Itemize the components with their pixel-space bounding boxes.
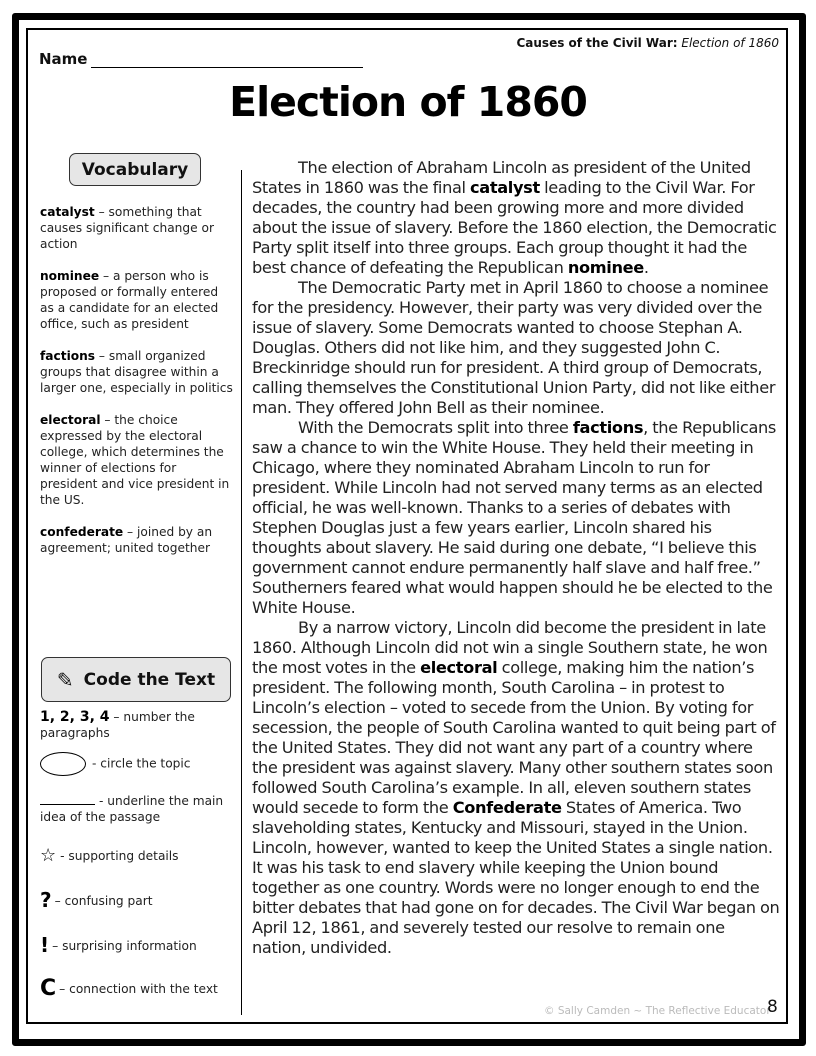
paragraph-text: , the Republicans saw a chance to win the White House. They held their meeting in Chicago, where they nominated Abraham Lincoln to run for president. While Lincoln had not served many terms as an elected official, he was well-known. Thanks to a series of debates with Stephen Douglas just a few years earlier, Lincoln shared his thoughts about slavery. He said during one debate, “I believe this government cannot endure permanently half slave and half free.” Southerners feared what would happen should he be elected to the White House. (252, 418, 777, 617)
oval-icon (40, 752, 86, 776)
vocab-term: confederate (40, 525, 124, 539)
code-item-surprising-information (40, 933, 240, 957)
reading-passage (252, 158, 780, 958)
paragraph-4 (252, 618, 780, 958)
vocab-definition: – a person who is proposed or formally entered as a candidate for an elected office, such as president (40, 269, 219, 331)
vocab-term: catalyst (40, 205, 95, 219)
lesson-name: Election of 1860 (681, 36, 779, 50)
underline-icon (40, 794, 95, 805)
code-item-text: - circle the topic (92, 756, 191, 771)
vocab-term: factions (40, 349, 96, 363)
page-title: Election of 1860 (229, 78, 587, 126)
code-item-number-paragraphs (40, 709, 240, 741)
star-icon: ☆ (40, 845, 57, 866)
exclamation-icon: ! (40, 933, 50, 957)
series-title (516, 36, 779, 50)
name-label: Name (39, 50, 88, 68)
vocab-item-electoral (40, 412, 235, 508)
vocabulary-list (40, 204, 235, 572)
paragraph-text: By a narrow victory, Lincoln did become the president in late 1860. Although Lincoln did not win a single Southern state, he won the most votes in the (252, 618, 768, 677)
paragraph-text: . (643, 258, 649, 277)
vocab-highlight-confederate: Confederate (452, 798, 562, 817)
code-the-text-heading: Code the Text (83, 669, 216, 690)
vocab-item-factions (40, 348, 235, 396)
paragraph-text: States of America. Two slaveholding states, Kentucky and Missouri, stayed in the Union. Lincoln, however, wanted to keep the United States a single nation. It was his task to end slavery while keeping the Union bound together as one country. Words were no longer enough to end the bitter debates that had gone on for decades. The Civil War began on April 12, 1861, and severely tested our resolve to remain one nation, undivided. (252, 798, 780, 957)
code-item-supporting-details (40, 845, 240, 866)
letter-c-icon: C (40, 976, 57, 1001)
paragraph-2: The Democratic Party met in April 1860 to choose a nominee for the presidency. However, their party was very divided over the issue of slavery. Some Democrats wanted to choose Stephan A. Douglas. Others did not like him, and they suggested John C. Breckinridge should run for president. A third group of Democrats, calling themselves the Constitutional Union Party, did not like either man. They offered John Bell as their nominee. (252, 278, 776, 417)
vocab-highlight-factions: factions (572, 418, 644, 437)
code-the-text-heading-box (41, 657, 231, 702)
vocab-definition: – joined by an agreement; united together (40, 525, 213, 555)
code-item-text: - underline the main idea of the passage (40, 794, 224, 824)
name-write-line[interactable] (91, 67, 363, 68)
vocab-definition: – something that causes significant change or action (40, 205, 214, 251)
paragraph-1 (252, 158, 780, 278)
paragraph-text: With the Democrats split into three (298, 418, 573, 437)
series-name: Causes of the Civil War: (516, 36, 678, 50)
question-mark-icon: ? (40, 888, 52, 912)
vocab-term: nominee (40, 269, 100, 283)
vocab-item-confederate (40, 524, 235, 556)
vocab-highlight-nominee: nominee (567, 258, 644, 277)
page-number: 8 (767, 997, 778, 1017)
vocab-term: electoral (40, 413, 101, 427)
paragraph-text: leading to the Civil War. For decades, the country had been growing more and more divided about the issue of slavery. Before the 1860 election, the Democratic Party split itself into three groups. Each group thought it had the best chance of defeating the Republican (252, 178, 777, 277)
paragraph-text: The election of Abraham Lincoln as president of the United States in 1860 was the final (252, 158, 751, 197)
code-item-text: – surprising information (52, 939, 197, 953)
vocabulary-heading: Vocabulary (81, 159, 189, 180)
vocab-definition: – the choice expressed by the electoral college, which determines the winner of elections for president and vice president in the US. (40, 413, 230, 507)
vocab-definition: – small organized groups that disagree within a larger one, especially in politics (40, 349, 233, 395)
code-item-circle-topic (40, 752, 240, 776)
paragraph-3 (252, 418, 780, 618)
vocabulary-heading-box (69, 153, 201, 186)
code-item-connection (40, 976, 240, 1001)
vocab-highlight-electoral: electoral (420, 658, 498, 677)
code-item-confusing-part (40, 888, 240, 912)
pencil-icon: ✎ (56, 667, 74, 692)
code-item-text: - supporting details (60, 849, 179, 863)
code-item-underline-main-idea (40, 793, 240, 825)
code-item-text: – connection with the text (59, 982, 218, 996)
numbers-symbol: 1, 2, 3, 4 (40, 709, 110, 725)
code-item-text: – number the paragraphs (40, 710, 195, 740)
vocab-item-nominee (40, 268, 235, 332)
vocab-highlight-catalyst: catalyst (470, 178, 540, 197)
code-item-text: – confusing part (54, 894, 153, 908)
paragraph-text: college, making him the nation’s president. The following month, South Carolina – in protest to Lincoln’s election – voted to secede from the Union. By voting for secession, the people of South Carolina wanted to quit being part of the United States. They did not want any part of a country where the president was against slavery. Many other southern states soon followed South Carolina’s example. In all, eleven southern states would secede to form the (252, 658, 776, 817)
copyright-notice: © Sally Camden ~ The Reflective Educator (544, 1005, 771, 1017)
vocab-item-catalyst (40, 204, 235, 252)
column-divider (241, 170, 242, 1015)
